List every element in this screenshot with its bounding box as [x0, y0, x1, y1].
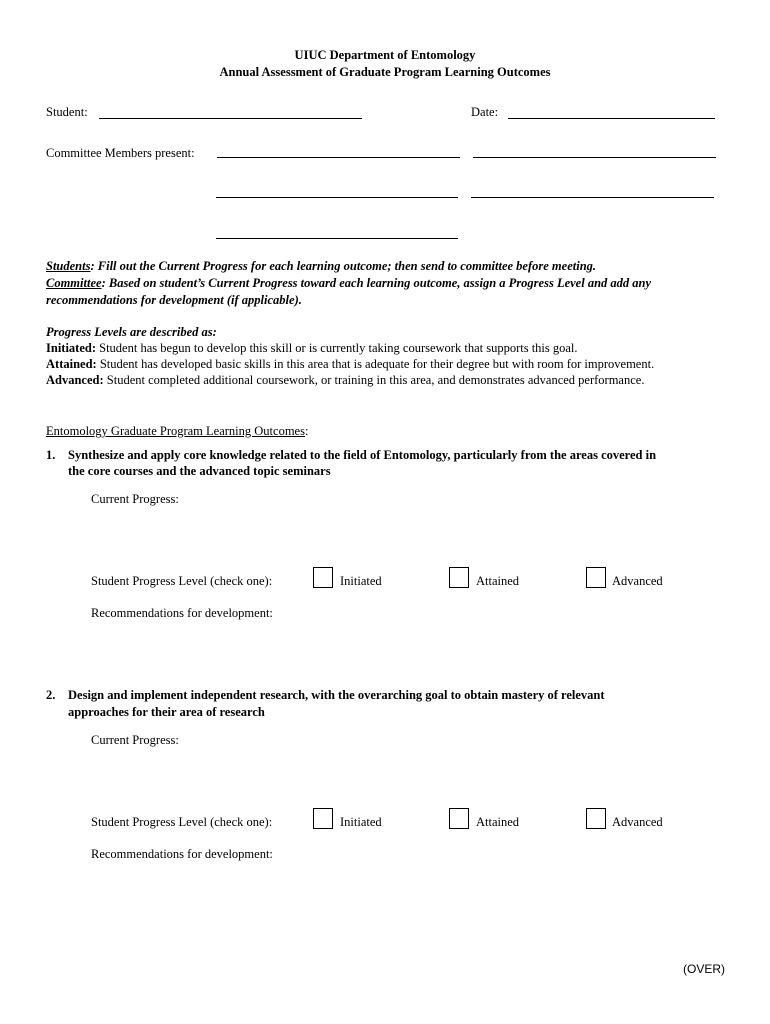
outcome-2-initiated-checkbox[interactable] [313, 808, 333, 829]
outcome-1-attained-label: Attained [476, 574, 520, 588]
outcome-1-text-cont: the core courses and the advanced topic seminars [68, 464, 331, 478]
student-field[interactable] [99, 118, 362, 119]
outcome-2-number: 2. [46, 688, 56, 702]
date-field[interactable] [508, 118, 715, 119]
level-attained-label: Attained: [46, 357, 97, 371]
committee-field-4[interactable] [471, 197, 714, 198]
outcomes-heading-text: Entomology Graduate Program Learning Outcomes [46, 424, 305, 438]
outcome-1-level-label: Student Progress Level (check one): [91, 574, 273, 588]
outcome-1-recommendations: Recommendations for development: [91, 606, 273, 620]
level-initiated-label: Initiated: [46, 341, 96, 355]
committee-instruction-cont: recommendations for development (if applicable). [46, 293, 302, 307]
page-title: UIUC Department of Entomology [294, 48, 476, 62]
committee-field-3[interactable] [216, 197, 458, 198]
outcome-2-advanced-label: Advanced [612, 815, 663, 829]
outcome-2-initiated-label: Initiated [340, 815, 382, 829]
outcome-2-current-progress: Current Progress: [91, 733, 179, 747]
committee-instruction [46, 276, 651, 291]
committee-field-5[interactable] [216, 238, 458, 239]
date-label: Date: [471, 105, 499, 119]
outcome-2-advanced-checkbox[interactable] [586, 808, 606, 829]
committee-label: Committee Members present: [46, 146, 195, 160]
outcome-1-advanced-label: Advanced [612, 574, 663, 588]
outcome-2-attained-checkbox[interactable] [449, 808, 469, 829]
level-advanced-label: Advanced: [46, 373, 104, 387]
level-initiated-text: Student has begun to develop this skill or is currently taking coursework that supports this goal. [96, 341, 578, 355]
outcome-1-initiated-label: Initiated [340, 574, 382, 588]
committee-instr-label: Committee [46, 276, 102, 290]
committee-field-2[interactable] [473, 157, 716, 158]
students-text: : Fill out the Current Progress for each learning outcome; then send to committee before meeting. [90, 259, 597, 273]
outcome-2-text: Design and implement independent research, with the overarching goal to obtain mastery of relevant [68, 688, 605, 702]
outcome-1-initiated-checkbox[interactable] [313, 567, 333, 588]
level-attained [46, 357, 654, 372]
outcome-2-text-cont: approaches for their area of research [68, 705, 265, 719]
outcome-1-current-progress: Current Progress: [91, 492, 179, 506]
over-note: (OVER) [683, 962, 725, 976]
student-label: Student: [46, 105, 88, 119]
students-label: Students [46, 259, 91, 273]
outcome-1-number: 1. [46, 448, 56, 462]
level-initiated [46, 341, 578, 356]
outcomes-heading [46, 424, 308, 439]
outcome-1-attained-checkbox[interactable] [449, 567, 469, 588]
outcome-2-attained-label: Attained [476, 815, 520, 829]
committee-field-1[interactable] [217, 157, 460, 158]
outcome-1-advanced-checkbox[interactable] [586, 567, 606, 588]
outcome-2-level-label: Student Progress Level (check one): [91, 815, 273, 829]
page-subtitle: Annual Assessment of Graduate Program Learning Outcomes [219, 65, 551, 79]
level-advanced-text: Student completed additional coursework, or training in this area, and demonstrates advanced performance. [103, 373, 645, 387]
committee-text: : Based on student’s Current Progress toward each learning outcome, assign a Progress Level and add any [101, 276, 652, 290]
levels-heading: Progress Levels are described as: [46, 325, 217, 339]
outcomes-heading-colon: : [304, 424, 309, 438]
students-instruction [46, 259, 596, 274]
outcome-1-text: Synthesize and apply core knowledge related to the field of Entomology, particularly from the areas covered in [68, 448, 657, 462]
level-advanced [46, 373, 644, 388]
outcome-2-recommendations: Recommendations for development: [91, 847, 273, 861]
level-attained-text: Student has developed basic skills in this area that is adequate for their degree but with room for improvement. [96, 357, 655, 371]
